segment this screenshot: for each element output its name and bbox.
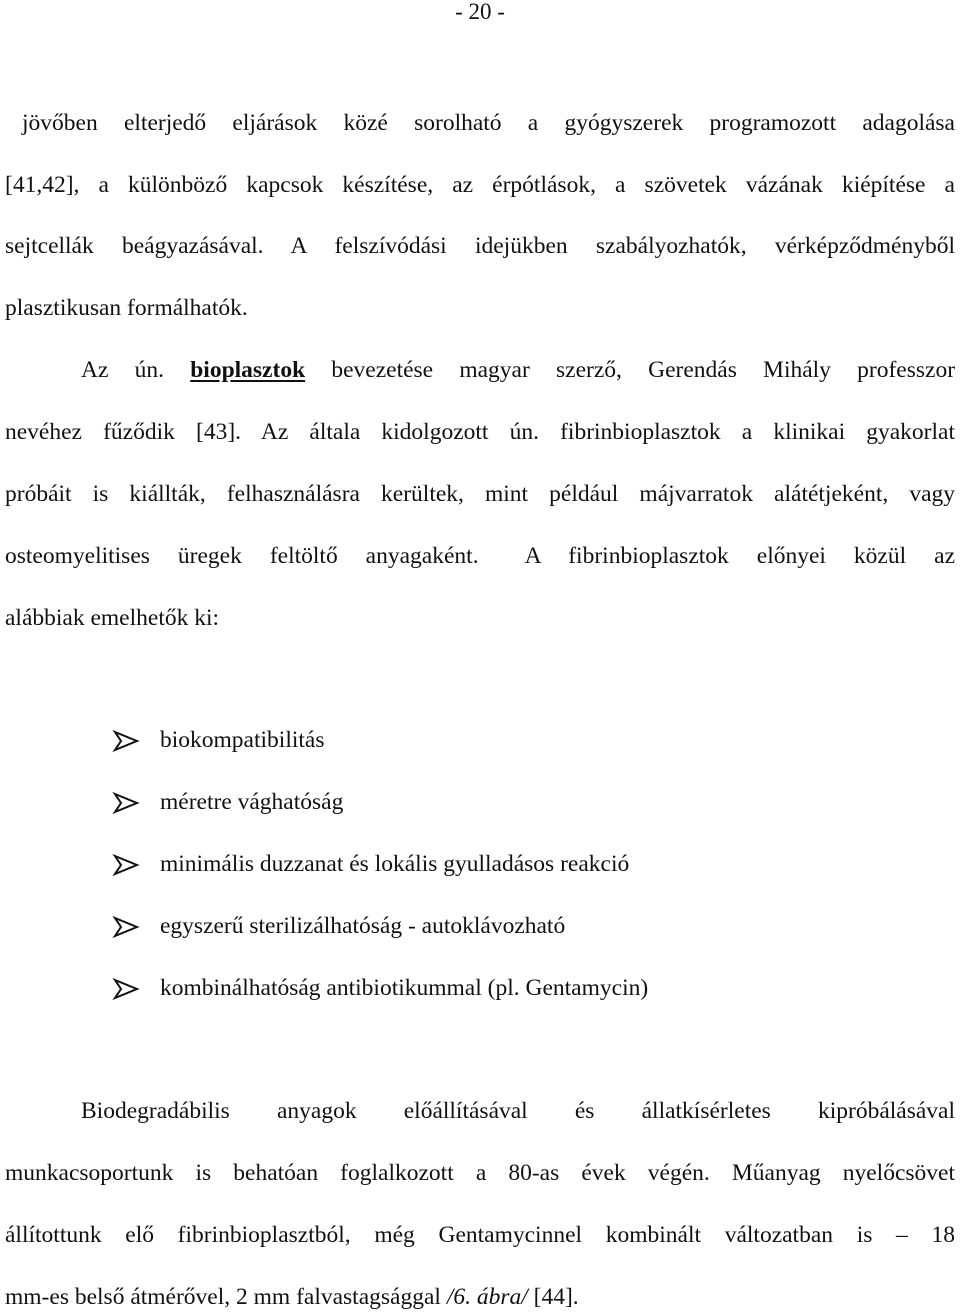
text-span: A fibrinbioplasztok előnyei közül az (524, 543, 955, 569)
arrowhead-bullet-icon (112, 791, 142, 815)
text-line: próbáit is kiállták, felhasználásra kerültek, mint például májvarratok alátétjeként, vagy (5, 481, 955, 507)
text-line: sejtcellák beágyazásával. A felszívódási idejükben szabályozhatók, vérképződményből (5, 233, 955, 259)
text-line: Biodegradábilis anyagok előállításával és állatkísérletes kipróbálásával (81, 1098, 955, 1124)
key-term-bioplasztok: bioplasztok (190, 357, 306, 383)
arrowhead-bullet-icon (112, 729, 142, 753)
text-line: nevéhez fűződik [43]. Az általa kidolgozott ún. fibrinbioplasztok a klinikai gyakorlat (5, 419, 955, 445)
text-line (5, 355, 955, 385)
list-item-text: egyszerű sterilizálhatóság - autoklávozható (160, 913, 566, 939)
text-line (5, 1282, 955, 1312)
text-line: munkacsoportunk is behatóan foglalkozott a 80-as évek végén. Műanyag nyelőcsövet (5, 1160, 955, 1186)
arrowhead-bullet-icon (112, 915, 142, 939)
arrowhead-bullet-icon (112, 853, 142, 877)
text-line (5, 541, 955, 571)
text-line: jövőben elterjedő eljárások közé sorolható a gyógyszerek programozott adagolása (22, 110, 955, 136)
arrowhead-bullet-icon (112, 977, 142, 1001)
text-span: mm-es belső átmérővel, 2 mm falvastagsággal (5, 1284, 441, 1310)
citation: [44]. (533, 1284, 579, 1310)
text-span: bevezetése magyar szerző, Gerendás Mihály professzor (331, 357, 956, 383)
list-item-text: biokompatibilitás (160, 727, 325, 753)
list-item-text: méretre vághatóság (160, 789, 344, 815)
text-line: [41,42], a különböző kapcsok készítése, az érpótlások, a szövetek vázának kiépítése a (5, 172, 955, 198)
list-item-text: kombinálhatóság antibiotikummal (pl. Gentamycin) (160, 975, 649, 1001)
text-span: Az ún. (81, 357, 164, 383)
list-item-text: minimális duzzanat és lokális gyulladásos reakció (160, 851, 630, 877)
figure-reference: /6. ábra/ (446, 1284, 528, 1310)
text-line: plasztikusan formálhatók. (5, 295, 248, 321)
text-span: osteomyelitises üregek feltöltő anyagaként. (5, 543, 479, 569)
text-line: alábbiak emelhetők ki: (5, 605, 220, 631)
page-number: - 20 - (455, 0, 505, 24)
text-line: állítottunk elő fibrinbioplasztból, még Gentamycinnel kombinált változatban is – 18 (5, 1222, 955, 1248)
